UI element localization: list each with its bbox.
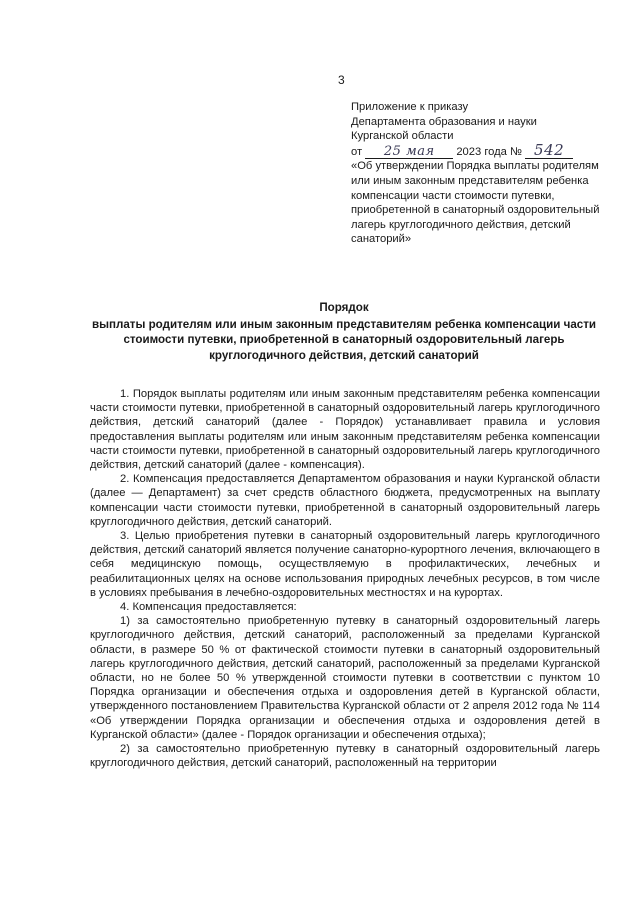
paragraph-3: 3. Целью приобретения путевки в санаторный оздоровительный лагерь круглогодичного действия, детский санаторий является получение санаторно-курортного лечения, включающего в себя медицинскую помощь, осуществляемую в профилактических, лечебных и реабилитационных целях на основе использования природных лечебных ресурсов, в том числе в условиях пребывания в лечебно-оздоровительных местностях и на курортах.	[90, 530, 600, 599]
appendix-line-2: Департамента образования и науки	[351, 115, 537, 128]
document-title	[80, 300, 608, 363]
from-label: от	[351, 145, 363, 158]
order-subject: «Об утверждении Порядка выплаты родителям или иным законным представителям ребенка компенсации части стоимости путевки, приобретенной в санаторный оздоровительный лагерь круглогодичного действия, детский санаторий»	[351, 160, 600, 246]
handwritten-order-number: 542	[525, 144, 573, 159]
page-number: 3	[338, 73, 345, 87]
appendix-line-1: Приложение к приказу	[351, 101, 469, 113]
title-subtitle: выплаты родителям или иным законным представителям ребенка компенсации части стоимости путевки, приобретенной в санаторный оздоровительный лагерь круглогодичного действия, детский санаторий	[91, 318, 597, 362]
paragraph-1: 1. Порядок выплаты родителям или иным законным представителям ребенка компенсации части стоимости путевки, приобретенной в санаторный оздоровительный лагерь круглогодичного действия, детский санаторий (далее - Порядок) устанавливает правила и условия предоставления выплаты родителям или иным законным представителям ребенка компенсации части стоимости путевки, приобретенной в санаторный оздоровительный лагерь круглогодичного действия, детский санаторий (далее - компенсация).	[90, 388, 600, 472]
paragraph-4: 4. Компенсация предоставляется:	[120, 601, 297, 614]
paragraph-4-item-1: 1) за самостоятельно приобретенную путевку в санаторный оздоровительный лагерь круглогодичного действия, детский санаторий, расположенный за пределами Курганской области, в размере 50 % от фактической стоимости путевки в санаторный оздоровительный лагерь круглогодичного действия, детский санаторий, расположенный за пределами Курганской области, но не более 50 % утвержденной стоимости путевки в соответствии с пунктом 10 Порядка организации и обеспечения отдыха и оздоровления детей в Курганской области, утвержденного постановлением Правительства Курганской области от 2 апреля 2012 года № 114 «Об утверждении Порядка организации и обеспечения отдыха и оздоровления детей в Курганской области» (далее - Порядок организации и обеспечения отдыха);	[90, 615, 600, 741]
document-body	[90, 387, 600, 770]
order-date-line	[351, 140, 603, 160]
title-heading: Порядок	[319, 301, 369, 314]
year-label: 2023 года №	[456, 145, 522, 158]
appendix-block	[351, 100, 603, 247]
handwritten-date: 25 мая	[365, 146, 453, 159]
appendix-line-3: Курганской области	[351, 130, 454, 143]
paragraph-4-item-2: 2) за самостоятельно приобретенную путевку в санаторный оздоровительный лагерь круглогодичного действия, детский санаторий, расположенный на территории	[90, 743, 600, 770]
paragraph-2: 2. Компенсация предоставляется Департаментом образования и науки Курганской области (далее — Департамент) за счет средств областного бюджета, предусмотренных на выплату компенсации части стоимости путевки, приобретенной в санаторный оздоровительный лагерь круглогодичного действия, детский санаторий.	[90, 473, 600, 528]
